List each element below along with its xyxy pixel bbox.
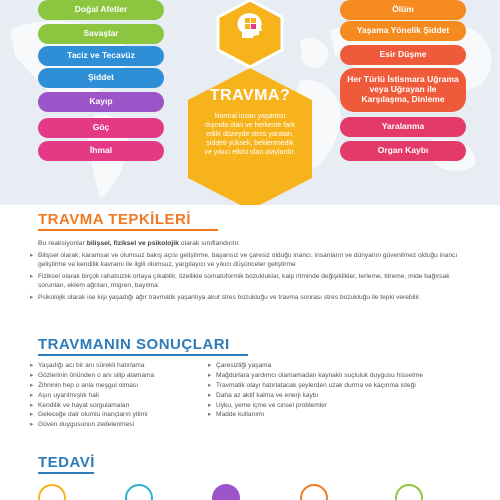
treatment-heart-icon <box>212 484 240 500</box>
treatment-title: TEDAVİ <box>38 454 95 471</box>
reactions-intro: Bu reaksiyonlar bilişsel, fiziksel ve psikolojik olarak sınıflandırılır. <box>38 240 241 247</box>
results-underline <box>38 354 248 356</box>
list-item: ▸ Travmatik olayı hatırlatacak şeylerden uzak durma ve kaçınma isteği <box>208 382 473 391</box>
list-item: ▸ Güven duygusunun zedelenmesi <box>30 421 205 430</box>
hero-description: Normal insan yaşantısı dışında olan ve herkeste fark edilir düzeyde stres yaratan, şiddeti yüksek, beklenmedik ve yıkıcı etkisi olan olaylardır. <box>204 113 296 157</box>
trauma-cause-violence: Şiddet <box>38 68 164 88</box>
trauma-cause-loss: Kayıp <box>38 92 164 112</box>
hero-section <box>0 0 500 205</box>
list-item: ▸ Kendilik ve hayat sorgulamaları <box>30 402 205 411</box>
trauma-cause-organ-loss: Organ Kaybı <box>340 141 466 161</box>
treatment-support-icon <box>395 484 423 500</box>
treatment-icons <box>30 484 470 500</box>
list-item: ▸ Madde kullanımı <box>208 411 473 420</box>
head-puzzle-icon <box>234 10 266 42</box>
treatment-puzzle-icon <box>300 484 328 500</box>
trauma-cause-injury: Yaralanma <box>340 117 466 137</box>
trauma-cause-life-threatening-violence: Yaşama Yönelik Şiddet <box>340 21 466 41</box>
list-item: ▸ Daha az aktif kalma ve enerji kaybı <box>208 392 473 401</box>
trauma-cause-death: Ölüm <box>340 0 466 20</box>
list-item: ▸ Fiziksel olarak birçok rahatsızlık ortaya çıkabilir, özellikle somatoformik bozukluklar, kalp ritminde değişiklikler, terleme, titreme, mide bağırsak sorunları, eklem ağrıları, migren, bayılma <box>30 273 475 291</box>
list-item: ▸ Yaşadığı acı bir anı sürekli hatırlama <box>30 362 205 371</box>
trauma-cause-migration: Göç <box>38 118 164 138</box>
results-title: TRAVMANIN SONUÇLARI <box>38 336 230 353</box>
list-item: ▸ Uyku, yeme içme ve cinsel problemler <box>208 402 473 411</box>
list-item: ▸ Bilişsel olarak; karamsar ve olumsuz bakış açısı geliştirme, başarısız ve çaresiz olduğu inancı, insanların ve dünyanın güvenilmez olduğu inancı geliştirme ve kendilik kavramı ile ilgili olumsuz, yargılayıcı ve yıkıcı düşünceler geliştirme <box>30 252 475 270</box>
trauma-cause-harassment: Taciz ve Tecavüz <box>38 46 164 66</box>
results-list-left <box>30 362 205 431</box>
list-item: ▸ Geleceğe dair olumlu inançların yitimi <box>30 411 205 420</box>
reactions-list <box>30 252 475 305</box>
list-item: ▸ Mağdurlara yardımcı olamamadan kaynaklı suçluluk duygusu hissetme <box>208 372 473 381</box>
results-list-right <box>208 362 473 421</box>
list-item: ▸ Zihninin hep o anla meşgul olması <box>30 382 205 391</box>
list-item: ▸ Gözlerinin önünden o anı silip atamama <box>30 372 205 381</box>
trauma-cause-captivity: Esir Düşme <box>340 45 466 65</box>
trauma-cause-neglect: İhmal <box>38 141 164 161</box>
list-item: ▸ Aşırı uyarılmışlık hali <box>30 392 205 401</box>
reactions-title: TRAVMA TEPKİLERİ <box>38 211 191 228</box>
list-item: ▸ Psikolojik olarak ise kişi yaşadığı ağır travmatik yaşantıya akut stres bozukluğu ve travma sonrası stres bozukluğu ile tepki verebilir. <box>30 294 475 303</box>
treatment-underline <box>38 472 94 474</box>
trauma-cause-wars: Savaşlar <box>38 24 164 44</box>
list-item: ▸ Çaresizliği yaşama <box>208 362 473 371</box>
treatment-group-icon <box>125 484 153 500</box>
treatment-person-icon <box>38 484 66 500</box>
trauma-cause-natural-disasters: Doğal Afetler <box>38 0 164 20</box>
reactions-underline <box>38 229 218 231</box>
trauma-cause-abuse: Her Türlü İstismara Uğrama veya Uğrayan ile Karşılaşma, Dinleme <box>340 68 466 112</box>
hero-title: TRAVMA? <box>209 87 291 104</box>
trauma-hexagon <box>180 0 320 205</box>
